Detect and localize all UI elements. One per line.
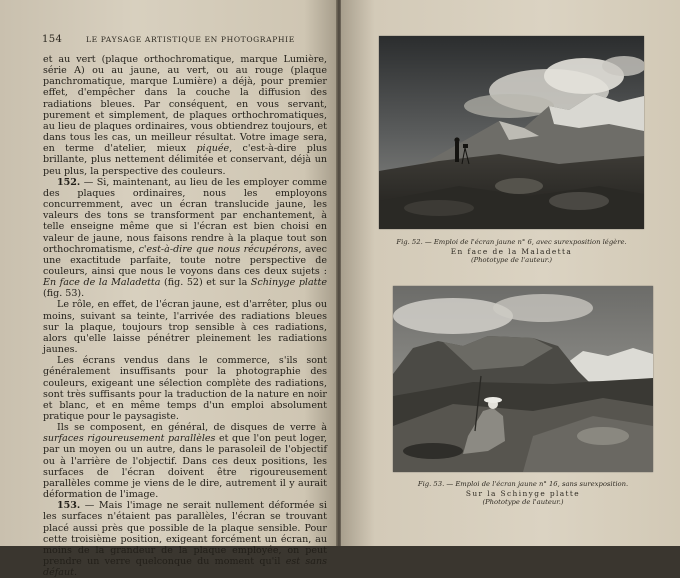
paragraph-153: 153. — Mais l'image ne serait nullement déformée si les surfaces n'étaient pas parallèles, l'écran se trouvant placé aussi près que possible de la plaque sensible. Pour cette troisième position, exigeant forcément un écran, au moins de la grandeur de la plaque employée, on peut prendre un verre quelconque du moment qu'il est sans défaut.: [43, 500, 328, 578]
page-number: 154: [42, 34, 63, 45]
paragraph: Les écrans vendus dans le commerce, s'ils sont généralement insuffisants pour la photographie des couleurs, exigeant une sélection complète des radiations, sont très suffisants pour la traduction de la nature en noir et blanc, et en même temps d'un emploi absolument pratique pour le paysagiste.: [43, 355, 327, 422]
section-number: 152.: [57, 176, 81, 188]
caption-line: Fig. 52. — Emploi de l'écran jaune n° 6, avec surexposition légère.: [396, 238, 627, 246]
caption-line: Fig. 53. — Emploi de l'écran jaune n° 16, sans surexposition.: [417, 480, 629, 488]
photo-schinyge-platte: [393, 286, 653, 472]
caption-figure-53: [393, 480, 653, 507]
caption-figure-52: [379, 238, 644, 265]
paragraph: et au vert (plaque orthochromatique, marque Lumière, série A) ou au jaune, au vert, ou au rouge (plaque panchromatique, marque Lumière) a déjà, pour premier effet, d'empêcher dans la couche la diffusion des radiations bleues. Par conséquent, en vous servant, purement et simplement, de plaques orthochromatiques, au lieu de plaques ordinaires, vous obtiendrez toujours, et dans tous les cas, un meilleur résultat. Votre image sera, en terme d'atelier, mieux piquée, c'est-à-dire plus brillante, plus nettement délimitée et conservant, déjà un peu plus, la perspective des couleurs.: [43, 54, 327, 177]
paragraph: Ils se composent, en général, de disques de verre à surfaces rigoureusement parallèles et que l'on peut loger, par un moyen ou un autre, dans le parasoleil de l'objectif ou à l'arrière de l'objectif. Dans ces deux positions, les surfaces de l'écran doivent être rigoureusement parallèles comme je viens de le dire, autrement il y aurait déformation de l'image.: [43, 422, 327, 501]
paragraph: Le rôle, en effet, de l'écran jaune, est d'arrêter, plus ou moins, suivant sa teinte, l'arrivée des radiations bleues sur la plaque, toujours trop sensible à ces radiations, alors qu'elle laisse pénétrer pleinement les radiations jaunes.: [43, 299, 327, 356]
body-text: [43, 54, 327, 578]
section-number: 153.: [57, 500, 81, 512]
caption-credit: (Phototype de l'auteur.): [482, 498, 564, 506]
running-head: LE PAYSAGE ARTISTIQUE EN PHOTOGRAPHIE: [86, 35, 295, 44]
caption-credit: (Phototype de l'auteur.): [470, 256, 553, 264]
paragraph-152: 152. — Si, maintenant, au lieu de les employer comme des plaques ordinaires, nous les employons concurremment, avec un écran translucide jaune, les valeurs des tons se transforment par enchantement, à telle enseigne même que si l'écran est bien choisi en valeur de jaune, nous faisons rendre à la plaque tout son orthochromatisme, c'est-à-dire que nous récupérons, avec une exactitude parfaite, toute notre perspective de couleurs, ainsi que nous le voyons dans ces deux sujets : En face de la Maladetta (fig. 52) et sur la Schinyge platte (fig. 53).: [43, 176, 327, 300]
caption-title: Sur la Schinyge platte: [465, 489, 581, 498]
caption-title: En face de la Maladetta: [450, 247, 573, 256]
photo-maladetta: [379, 36, 644, 229]
